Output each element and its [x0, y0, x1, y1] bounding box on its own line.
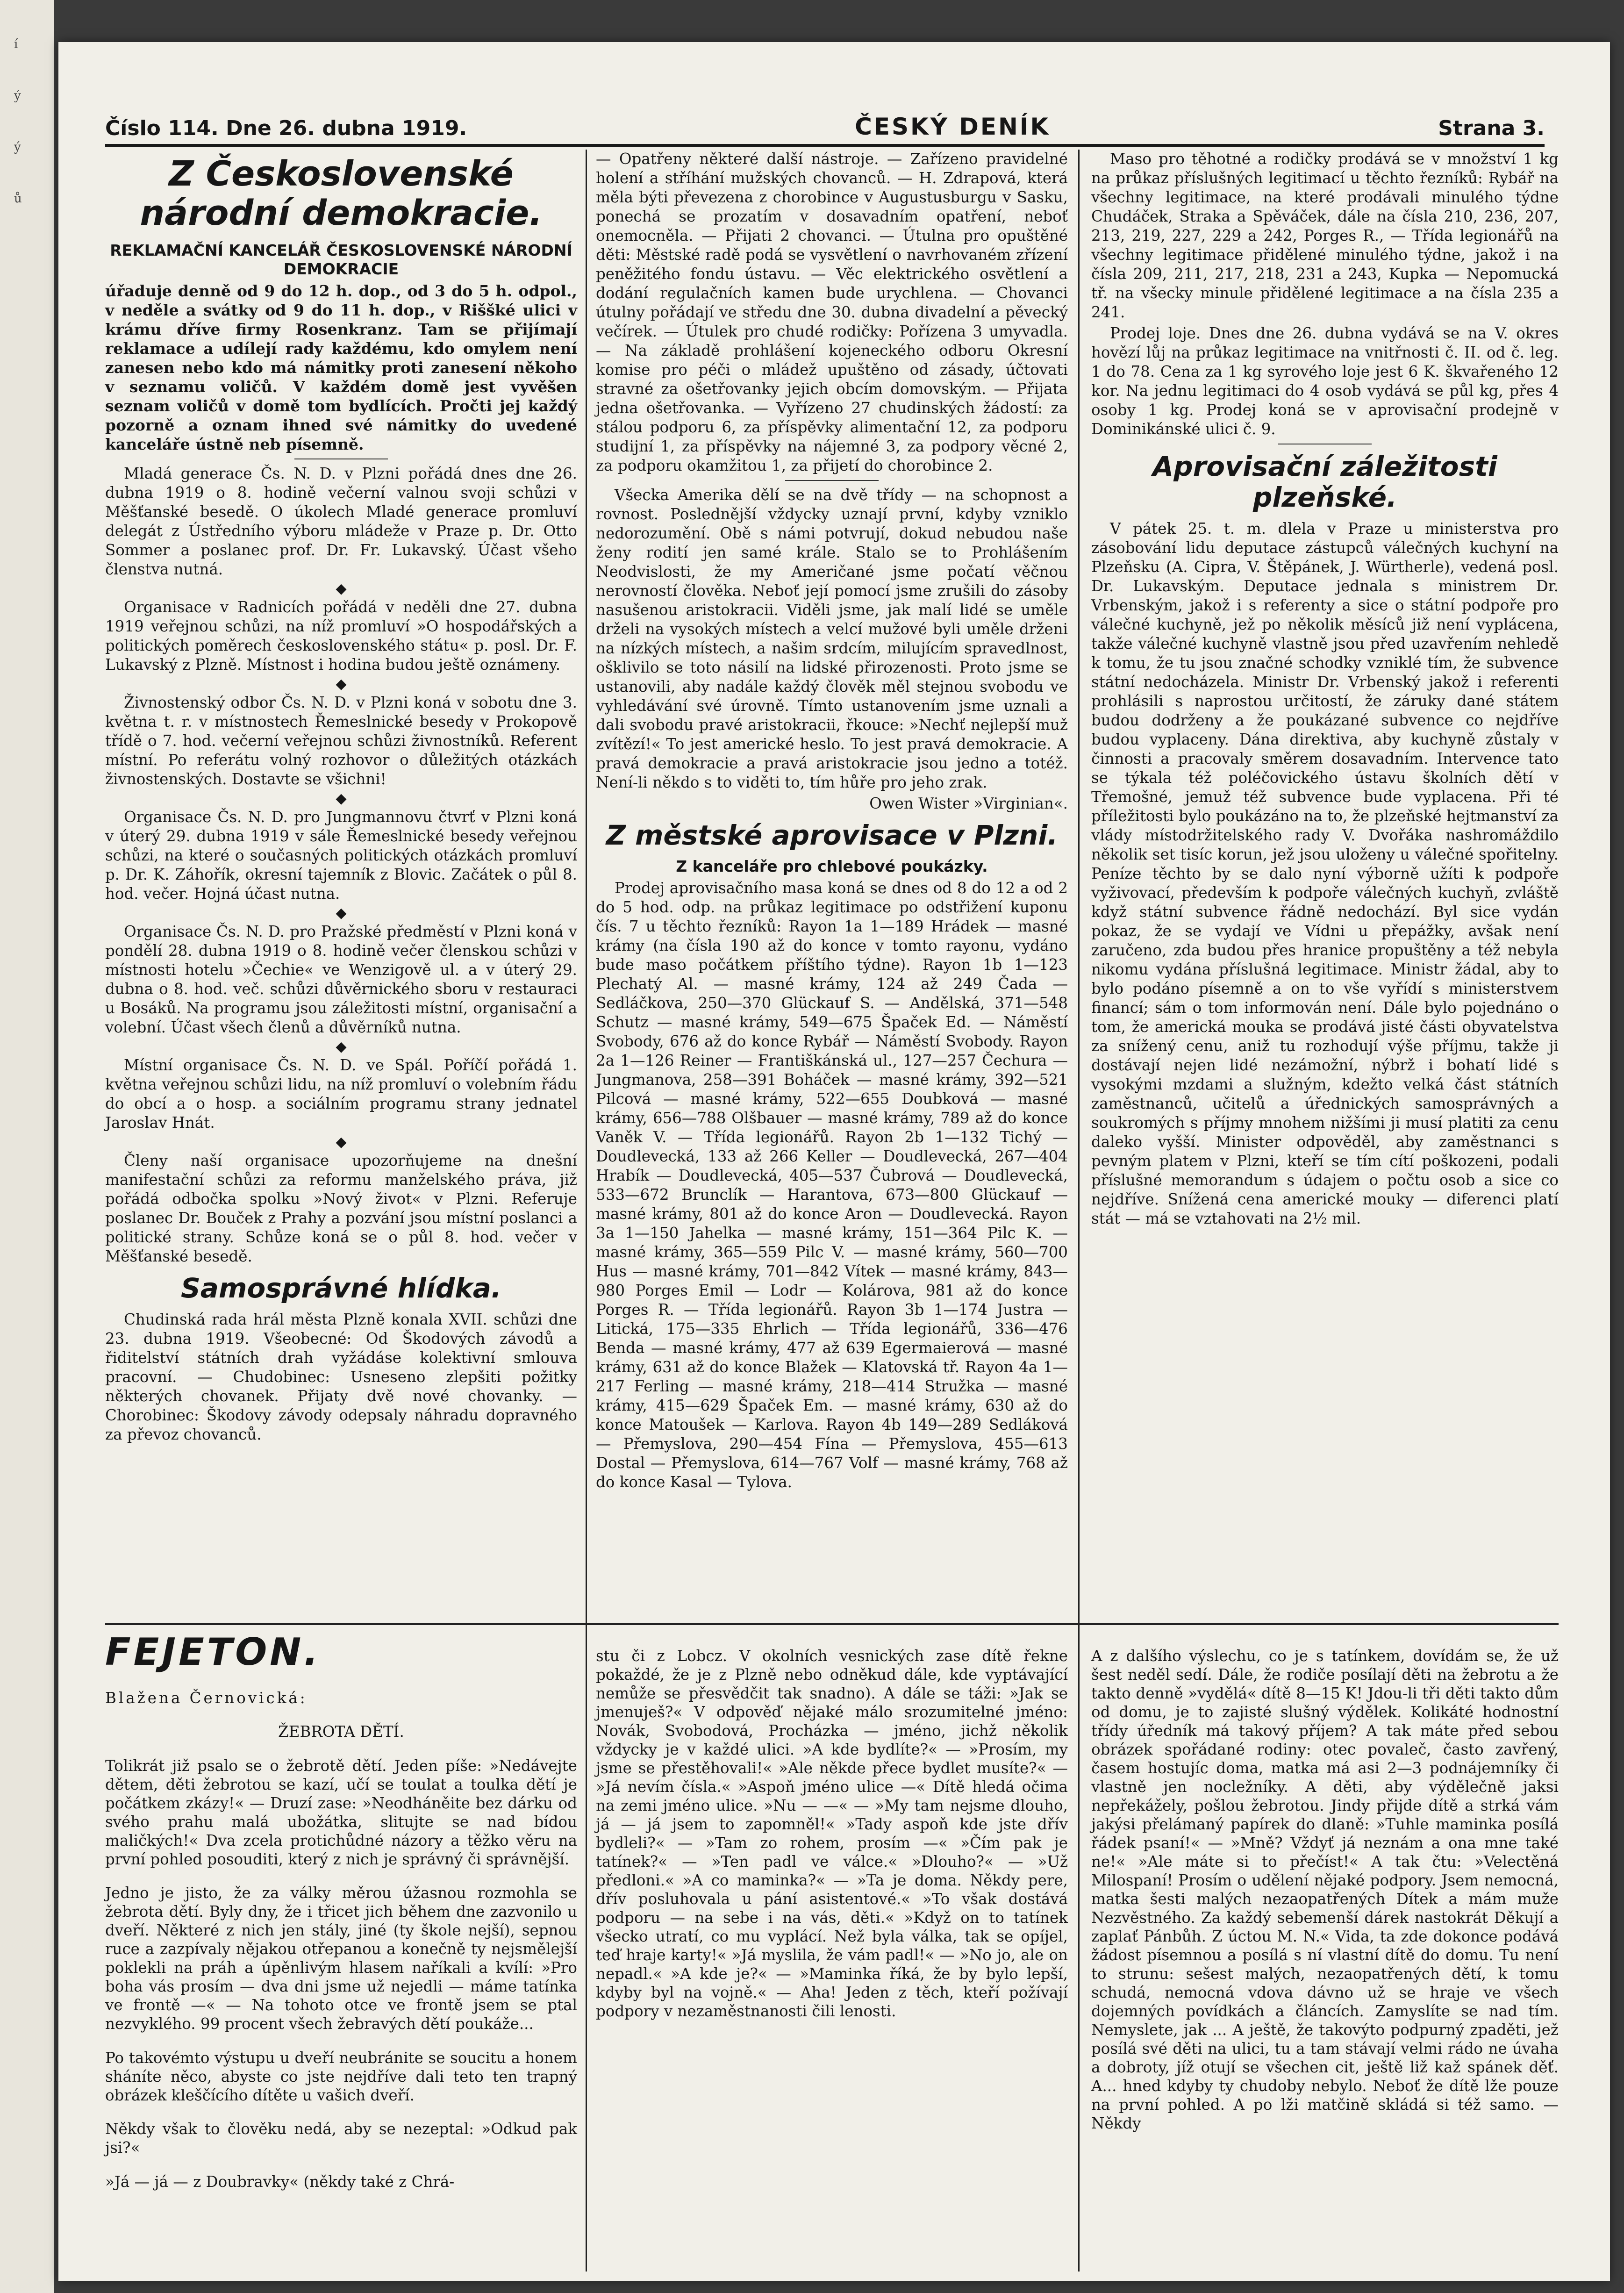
divider	[785, 480, 879, 481]
divider: ◆	[336, 676, 347, 692]
newspaper-page	[58, 42, 1610, 2281]
feuilleton-rule	[105, 1623, 1559, 1625]
issue-info: Číslo 114. Dne 26. dubna 1919.	[105, 116, 467, 140]
article-paragraph: Maso pro těhotné a rodičky prodává se v množství 1 kg na průkaz příslušných legitimací u těchto řezníků: Rybář na všechny legitimace, na které prodávali minulého týdne Chudáček, Straka a Spěváček, dále na čísla 210, 236, 207, 213, 219, 227, 229 a 242, Porges R., — Třída legionářů na všechny legitimace přidělené minulého týdne, jakož i na čísla 209, 211, 217, 218, 231 a 243, Kupka — Nepomucká tř. na všecky minule přidělené legitimace a na čísla 235 a 241.	[1091, 150, 1559, 321]
office-notice: úřaduje denně od 9 do 12 h. dop., od 3 do 5 h. odpol., v neděle a svátky od 9 do 11 h. dop., v Riššké ulici v krámu dříve firmy Rosenkranz. Tam se přijímají reklamace a udílejí rady každému, kdo omylem není zanesen nebo kdo má námitky proti zanesení někoho v seznamu voličů. V každém domě jest vyvěšen seznam voličů v domě tom bydlících. Pročti jej každý pozorně a oznam ihned své námitky do uvedené kanceláře ústně neb písemně.	[105, 282, 577, 453]
feuilleton-paragraph: Tolikrát již psalo se o žebrotě dětí. Jeden píše: »Nedávejte dětem, děti žebrotou se kazí, učí se toulat a toulka dětí je počátkem zkázy!« — Druzí zase: »Neodháněite bez dárku od svého prahu malá ubožátka, slitujte se nad bídou maličkých!« Dva zcela protichůdné názory a těžko věru na první pohled posouditi, který z nich je správný či správnější.	[105, 1756, 577, 1868]
feuilleton-paragraph: Někdy však to člověku nedá, aby se nezeptal: »Odkud pak jsi?«	[105, 2120, 577, 2157]
edge-glyph: ů	[14, 192, 22, 206]
office-heading: Z kanceláře pro chlebové poukázky.	[676, 857, 988, 875]
feuilleton-paragraph: stu či z Lobcz. V okolních vesnických zase dítě řekne pokaždé, že je z Plzně nebo odněkud dále, kde vyptávající nemůže se přesvědčit tak snadno). A dále se táži: »Jak se jmenuješ?« V odpověď nějaké málo srozumitelné jméno: Novák, Svobodová, Procházka — jméno, jichž několik vždycky je v každé ulici. »A kde bydlíte?« — »Prosím, my jsme se přestěhovali!« »Ale někde přece bydlet musíte?« — »Já nevím čísla.« »Aspoň jméno ulice —« Dítě hledá očima na zemi jméno ulice. »Nu — —« — »My tam nejsme dlouho, já — já jsem to zapomněl!« »Tady aspoň kde jste dřív bydleli?« — »Tam zo rohem, prosím —« »Čím pak je tatínek?« — »Ten padl ve válce.« »Dlouho?« — »Už předloni.« »A co maminka?« — »Ta je doma. Někdy pere, dřív posluhovala u pání asistentové.« »To však dostává podporu — na sebe i na vás, děti.« »Když on to tatínek všecko utratí, co mu vyplácí. Než byla válka, tak se opíjel, teď hraje karty!« »Já myslila, že vám padl!« — »No jo, ale on nepadl.« »A kde je?« — »Maminka říká, že by bylo lepší, kdyby byl na vojně.« — Aha! Jeden z těch, kteří požívají podpory v nezaměstnanosti čili lenosti.	[596, 1647, 1068, 2020]
edge-glyph: í	[14, 37, 18, 51]
column-rule	[586, 150, 587, 2272]
column-2	[596, 150, 1068, 1491]
quote-signature: Owen Wister »Virginian«.	[869, 795, 1068, 812]
section-title: Z Československé národní demokracie.	[140, 154, 543, 233]
article-paragraph: Prodej loje. Dnes dne 26. dubna vydává se na V. okres hovězí lůj na průkaz legitimace na vnitřnosti č. II. od č. leg. 1 do 78. Cena za 1 kg syrového loje jest 6 K. škvařeného 12 kor. Na jednu legitimaci do 4 osob vydává se půl kg, přes 4 osoby 1 kg. Prodej koná se v aprovisační prodejně v Dominikánské ulici č. 9.	[1091, 324, 1559, 438]
divider: ◆	[336, 1134, 347, 1150]
page-number: Strana 3.	[1438, 116, 1545, 140]
feuilleton-paragraph: A z dalšího výslechu, co je s tatínkem, dovídám se, že už šest neděl sedí. Dále, že rodiče posílají děti na žebrotu a že takto denně »vydělá« dítě 8—15 K! Jdou-li tři děti takto dům od domu, je to zajisté slušný výdělek. Kolikáté hodnostní třídy úředník má takový příjem? A tak máte před sebou obrázek spořádané rodiny: otec povaleč, často zavřený, časem hostujíc doma, matka má asi 2—3 podnájemníky či vlastně jen nocležníky. A děti, aby výdělečně jaksi nepřekážely, pošlou žebrotou. Jindy přijde dítě a strká vám jakýsi přelámaný papírek do dlaně: »Tuhle maminka posílá řádek psaní!« — »Mně? Vždyť já neznám a ona mne také ne!« »Ale máte si to přečíst!« A tak čtu: »Velectěná Milospaní! Prosím o udělení nějaké podpory. Jsem nemocná, matka šesti malých nezaopatřených Dítek a mám muže Nezvěstného. Za každý sebemenší dárek nastokrát Děkují a zaplať Pánbůh. Z úctou M. N.« Vida, ta zde dokonce podává žádost písemnou a posílá s ní vlastní dítě do domu. Tu není to strunu: sešest malých, nezaopatřených dětí, k tomu schudá, nemocná vdova dávno už se hraje ve všech dojemných povídkách a článcích. Zamyslíte se nad tím. Nemyslete, jak ... A ještě, že takovýto podpurný zpaděti, jež posílá své děti na ulici, tu a tam stávají velmi rádo ne úvaha a dobroty, jíž otují se všechen cit, ještě liž kaž spánek děť. A... hned kdyby ty chudoby nebylo. Neboť že dítě lže pouze na první pohled. A po lži matčině skládá si též samo. — Někdy	[1091, 1647, 1559, 2132]
article-paragraph: Chudinská rada hrál města Plzně konala XVII. schůzi dne 23. dubna 1919. Všeobecné: Od Škodových závodů a řiditelství státních drah vyžádáse kolektivní smlouva pracovní. — Chudobinec: Usneseno zlepšiti požitky některých chovanek. Přijaty dvě nové chovanky. — Chorobinec: Škodovy závody odepsaly náhradu dopravného za převoz chovanců.	[105, 1311, 577, 1443]
feuilleton-subtitle: ŽEBROTA DĚTÍ.	[278, 1723, 404, 1741]
article-paragraph: Živnostenský odbor Čs. N. D. v Plzni koná v sobotu dne 3. května t. r. v místnostech Řemeslnické besedy v Prokopově třídě o 7. hod. večerní veřejnou schůzi živnostníků. Referent místní. Po referátu volný rozhovor o důležitých otázkách živnostenských. Dostavte se všichni!	[105, 694, 577, 788]
column-rule	[1078, 150, 1080, 2272]
edge-glyph: ý	[14, 140, 21, 154]
office-heading: REKLAMAČNÍ KANCELÁŘ ČESKOSLOVENSKÉ NÁRODNÍ DEMOKRACIE	[110, 241, 572, 278]
feuilleton-author: Blažena Černovická:	[105, 1689, 308, 1707]
article-paragraph: Organisace Čs. N. D. pro Jungmannovu čtvrť v Plzni koná v úterý 29. dubna 1919 v sále Řemeslnické besedy veřejnou schůzi, na které o současných politických otázkách promluví p. Dr. K. Záhořík, okresní tajemník z Blovic. Začátek o půl 8. hod. večer. Hojná účast nutna.	[105, 808, 577, 903]
divider: ◆	[336, 1039, 347, 1055]
article-paragraph: Členy naší organisace upozorňujeme na dnešní manifestační schůzi za reformu manželského práva, již pořádá odbočka spolku »Nový život« v Plzni. Referuje poslanec Dr. Bouček z Prahy a pozvání jsou místní poslanci a politické strany. Schůze koná se o půl 8. hod. večer v Měšťanské besedě.	[105, 1152, 577, 1265]
feuilleton-title: FEJETON.	[105, 1630, 321, 1674]
section-title: Z městské aprovisace v Plzni.	[606, 819, 1058, 851]
masthead: ČESKÝ DENÍK	[855, 113, 1051, 140]
article-paragraph: — Opatřeny některé další nástroje. — Zařízeno pravidelné holení a stříhání mužských chovanců. — H. Zdrapová, která měla býti převezena z chorobince v Augustusburgu v Sasku, ponechá se prozatím v dosavadním opatření, neboť onemocněla. — Přijati 2 chovanci. — Útulna pro opuštěné děti: Městské radě podá se vysvětlení o navrhovaném zřízení peněžitého fondu ústavu. — Věc elektrického osvětlení a dodání regulačních kamen bude urychlena. — Chovanci útulny pořádají ve středu dne 30. dubna divadelní a pěvecký večírek. — Útulek pro chudé rodičky: Pořízena 3 umyvadla. — Na základě prohlášení kojeneckého odboru Okresní komise pro péči o mládež upuštěno od zásady, účtovati stravné za ošetřovanky jejich obcím domovským. — Přijata jedna ošetřovanka. — Vyřízeno 27 chudinských žádostí: za stálou podporu 6, za příspěvky alimentační 12, za podporu studijní 1, za příspěvky na nájemné 3, za podpory věcné 2, za podporu okamžitou 1, za přijetí do chorobince 2.	[596, 150, 1068, 474]
article-paragraph: Organisace Čs. N. D. pro Pražské předměstí v Plzni koná v pondělí 28. dubna 1919 o 8. hodině večer členskou schůzi v místnosti hotelu »Čechie« ve Wenzigově ul. a v úterý 29. dubna o 8. hod. več. schůzi důvěrnického sboru v restauraci u Bosáků. Na programu jsou záležitosti místní, organisační a volební. Účast všech členů a důvěrníků nutna.	[105, 923, 577, 1036]
page-header	[105, 103, 1545, 147]
divider: ◆	[336, 790, 347, 807]
adjacent-page-edge	[0, 0, 54, 2293]
article-paragraph: Organisace v Radnicích pořádá v neděli dne 27. dubna 1919 veřejnou schůzi, na níž promluví »O hospodářských a politických poměrech československého státu« p. posl. Dr. F. Lukavský z Plzně. Místnost i hodina budou ještě oznámeny.	[105, 598, 577, 674]
article-paragraph: Prodej aprovisačního masa koná se dnes od 8 do 12 a od 2 do 5 hod. odp. na průkaz legitimace po odstřižení kuponu čís. 7 u těchto řezníků: Rayon 1a 1—189 Hrádek — masné krámy (na čísla 190 až do konce v tomto rayonu, vydáno bude maso počátkem příštího týdne). Rayon 1b 1—123 Plechatý Al. — masné krámy, 124 až 249 Čada — Sedláčkova, 250—370 Glückauf S. — Andělská, 371—548 Schutz — masné krámy, 549—675 Špaček Ed. — Náměstí Svobody, 676 až do konce Rybář — Náměstí Svobody. Rayon 2a 1—126 Reiner — Františkánská ul., 127—257 Čechura — Jungmanova, 258—391 Boháček — masné krámy, 392—521 Pilcová — masné krámy, 522—655 Doubková — masné krámy, 656—788 Olšbauer — masné krámy, 789 až do konce Vaněk V. — Třída legionářů. Rayon 2b 1—132 Tichý — Doudlevecká, 133 až 266 Keller — Doudlevecká, 267—404 Hrabík — Doudlevecká, 405—537 Čubrová — Doudlevecká, 533—672 Brunclík — Harantova, 673—800 Glückauf — masné krámy, 801 až do konce Aron — Doudlevecká. Rayon 3a 1—150 Jahelka — masné krámy, 151—364 Pilc K. — masné krámy, 365—559 Pilc V. — masné krámy, 560—700 Hus — masné krámy, 701—842 Vítek — masné krámy, 843—980 Porges Emil — Lodr — Kolárova, 981 až do konce Porges R. — Třída legionářů. Rayon 3b 1—174 Justra — Litická, 175—335 Ehrlich — Třída legionářů, 336—476 Benda — masné krámy, 477 až 639 Egermaierová — masné krámy, 631 až do konce Blažek — Klatovská tř. Rayon 4a 1—217 Ferling — masné krámy, 218—414 Stružka — masné krámy, 415—629 Špaček Em. — masné krámy, 630 až do konce Matoušek — Karlova. Rayon 4b 149—289 Sedláková — Přemyslova, 290—454 Fína — Přemyslova, 455—613 Dostal — Přemyslova, 614—767 Volf — masné krámy, 768 až do konce Kasal — Tylova.	[596, 879, 1068, 1491]
article-paragraph: Místní organisace Čs. N. D. ve Spál. Poříčí pořádá 1. května veřejnou schůzi lidu, na níž promluví o volebním řádu do obcí a o hosp. a sociálním programu strany jednatel Jaroslav Hnát.	[105, 1056, 577, 1132]
column-3	[1091, 150, 1559, 1227]
feuilleton-paragraph: »Já — já — z Doubravky« (někdy také z Chrá-	[105, 2172, 455, 2191]
feuilleton-paragraph: Po takovémto výstupu u dveří neubránite se soucitu a honem sháníte něco, abyste co jste nejdříve dali teto ten trapný obrázek kleščícího dítěte u vašich dveří.	[105, 2049, 577, 2104]
article-paragraph: V pátek 25. t. m. dlela v Praze u ministerstva pro zásobování lidu deputace zástupců válečných kuchyní na Plzeňsku (A. Cipra, V. Štěpánek, J. Würtherle), vedená posl. Dr. Lukavským. Deputace jednala s ministrem Dr. Vrbenským, jakož i s referenty a sice o státní podpoře pro válečné kuchyně, jež po několik měsíců již není vyplácena, takže válečné kuchyně vlastně jsou před uzavřením nehledě k tomu, že tu jsou značné schodky vzniklé tím, že subvence státní nedocházela. Ministr Dr. Vrbenský jakož i referenti prohlásili s naprostou určitostí, že záruky dané státem budou dodrženy a že poukázané subvence co nejdříve budou vyplaceny. Dána direktiva, aby kuchyně zůstaly v činnosti a pracovaly směrem dosavadním. Intervence tato se týkala též poléčovického ústavu školních dětí v Třemošné, jemuž též subvence bude vyplacena. Při té příležitosti bylo poukázáno na to, že plzeňské hejtmanství za vlády místodržitelského rady V. Dvořáka nashromáždilo několik set tisíc korun, jež jsou uloženy u válečné spořitelny. Peníze těchto by se dalo nyní výborně užíti k podpoře vyživovací, především k podpoře válečných kuchyň, zvláště když státní subvence řádně nedochází. Byl sice vydán pokaz, že se vydají ve Vídni u přepážky, avšak není zaručeno, zda budou přes hranice propuštěny a též nebyla nikomu vydána příslušná legitimace. Ministr žádal, aby to bylo podáno písemně a on to vše vyřídí s ministerstvem financí; sám o tom informován není. Dále bylo pojednáno o tom, že americká mouka se prodává jisté části obyvatelstva za snížený cenu, aniž tu rozhodují výše příjmu, takže ji dostávají nejen lidé nezámožní, nýbrž i bohatí lidé s vysokými mzdami a služným, kdežto velká část státních zaměstnanců, učitelů a úřednických samosprávných a soukromých s příjmy mnohem nižšími ji musí platiti za cenu daleko vyšší. Minister odpověděl, aby zaměstnanci s pevným platem v Plzni, kteří se tím cítí poškozeni, podali příslušné memorandum s údajem o počtu osob a sice co nejdříve. Snížená cena americké mouky — diferenci platí stát — má se vztahovati na 2½ mil.	[1091, 520, 1559, 1227]
feuilleton-paragraph: Jedno je jisto, že za války měrou úžasnou rozmohla se žebrota dětí. Byly dny, že i třicet jich během dne zazvonilo u dveří. Některé z nich jen stály, jiné (ty škole nejší), sepnou ruce a zazpívaly nějakou otřepanou a konečně ty nejsmělejší poklekli na práh a úpěnlivým hlasem naříkali a kvílí: »Pro boha vás prosím — dva dni jsme už nejedli — máme tatínka ve frontě —« — Na tohoto otce ve frontě jsem se ptal nezvyklého. 99 procent všech žebravých dětí poukáže...	[105, 1884, 577, 2033]
section-title: Samosprávné hlídka.	[181, 1272, 501, 1304]
feuilleton-column-2	[596, 1631, 1068, 2281]
divider: ◆	[336, 905, 347, 921]
feuilleton-column-1	[105, 1631, 577, 2281]
divider: ◆	[336, 580, 347, 597]
column-1	[105, 150, 577, 1612]
article-paragraph: Mladá generace Čs. N. D. v Plzni pořádá dnes dne 26. dubna 1919 o 8. hodině večerní valnou svoji schůzi v Měšťanské besedě. O úkolech Mladé generace promluví delegát z Ústředního výboru mládeže v Praze p. Dr. Otto Sommer a poslanec prof. Dr. Fr. Lukavský. Účast všeho členstva nutná.	[105, 465, 577, 578]
feuilleton-column-3	[1091, 1631, 1559, 2281]
edge-glyph: ý	[14, 89, 21, 103]
article-paragraph: Všecka Amerika dělí se na dvě třídy — na schopnost a rovnost. Poslednější vždycky uznají první, kdyby vzniklo nedorozumění. Obě s námi potvrují, dokud nebudou naše ženy rodití jen samé krále. Stalo se to Prohlášením Neodvislosti, že my Američané jsme počatí věčnou nerovností člověka. Neboť její pomocí jsme zrušili do zásoby nasušenou aristokracii. Viděli jsme, jak malí lidé se uměle drželi na vysokých místech a velcí mužové byli uměle drženi na nízkých místech, a našim srdcím, milujícím spravedlnost, ošklivilo se toto násilí na lidské přirozenosti. Proto jsme se ustanovili, aby nadále každý člověk měl stejnou svobodu ve vyhledávání své úrovně. Tímto ustanovením jsme uznali a dali svobodu pravé aristokracii, řkouce: »Nechť nejlepší muž zvítězí!« To jest americké heslo. To jest pravá demokracie. A pravá demokracie a pravá aristokracie jsou jedno a totéž. Není-li někdo s to viděti to, tím hůře pro jeho zrak.	[596, 486, 1068, 791]
section-title: Aprovisační záležitosti plzeňské.	[1152, 451, 1497, 513]
